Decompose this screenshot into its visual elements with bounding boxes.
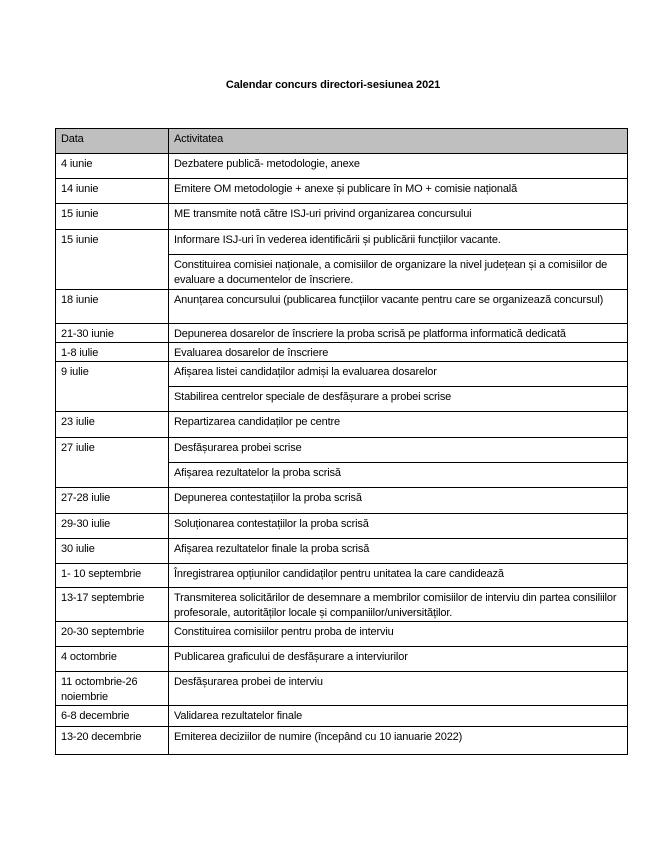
date-cell: 15 iunie <box>56 204 169 230</box>
activity-cell: Desfășurarea probei scrise <box>169 438 628 463</box>
activity-cell: Depunerea dosarelor de înscriere la proba scrisă pe platforma informatică dedicată <box>169 324 628 343</box>
table-row <box>56 438 628 463</box>
table-row <box>56 204 628 230</box>
activity-cell: Constituirea comisiei naționale, a comisiilor de organizare la nivel județean și a comisiilor de evaluare a documentelor de înscriere. <box>169 255 628 290</box>
date-cell: 23 iulie <box>56 412 169 438</box>
table-body <box>56 154 628 755</box>
date-cell: 9 iulie <box>56 362 169 412</box>
table-row <box>56 324 628 343</box>
document-title: Calendar concurs directori-sesiunea 2021 <box>225 79 441 91</box>
table-row <box>56 412 628 438</box>
date-cell: 6-8 decembrie <box>56 706 169 727</box>
date-cell: 21-30 iunie <box>56 324 169 343</box>
activity-cell: Constituirea comisiilor pentru proba de interviu <box>169 622 628 647</box>
date-cell: 4 octombrie <box>56 647 169 672</box>
table-row <box>56 514 628 539</box>
date-cell: 13-17 septembrie <box>56 588 169 622</box>
table-row <box>56 488 628 514</box>
activity-cell: Validarea rezultatelor finale <box>169 706 628 727</box>
activity-cell: Transmiterea solicitărilor de desemnare a membrilor comisiilor de interviu din partea consiliilor profesorale, autorităților locale și companiilor/universităților. <box>169 588 628 622</box>
date-cell: 15 iunie <box>56 230 169 290</box>
activity-cell: Înregistrarea opțiunilor candidaților pentru unitatea la care candidează <box>169 564 628 588</box>
date-cell: 20-30 septembrie <box>56 622 169 647</box>
date-cell: 1-8 iulie <box>56 343 169 362</box>
activity-cell: ME transmite notă către ISJ-uri privind organizarea concursului <box>169 204 628 230</box>
table-row <box>56 672 628 706</box>
activity-cell: Afișarea rezultatelor la proba scrisă <box>169 463 628 488</box>
activity-cell: Afișarea listei candidaților admiși la evaluarea dosarelor <box>169 362 628 387</box>
table-row <box>56 588 628 622</box>
activity-cell: Informare ISJ-uri în vederea identificării și publicării funcțiilor vacante. <box>169 230 628 255</box>
date-cell: 18 iunie <box>56 290 169 324</box>
date-cell: 27-28 iulie <box>56 488 169 514</box>
table-row <box>56 706 628 727</box>
activity-cell: Desfășurarea probei de interviu <box>169 672 628 706</box>
activity-cell: Emitere OM metodologie + anexe și publicare în MO + comisie națională <box>169 179 628 204</box>
date-cell: 29-30 iulie <box>56 514 169 539</box>
activity-cell: Repartizarea candidaților pe centre <box>169 412 628 438</box>
table-row <box>56 230 628 255</box>
activity-cell: Depunerea contestațiilor la proba scrisă <box>169 488 628 514</box>
calendar-table <box>55 128 628 755</box>
table-row <box>56 727 628 755</box>
header-date: Data <box>56 129 169 154</box>
date-cell: 11 octombrie-26 noiembrie <box>56 672 169 706</box>
activity-cell: Evaluarea dosarelor de înscriere <box>169 343 628 362</box>
activity-cell: Publicarea graficului de desfășurare a interviurilor <box>169 647 628 672</box>
activity-cell: Dezbatere publică- metodologie, anexe <box>169 154 628 179</box>
table-row <box>56 647 628 672</box>
date-cell: 4 iunie <box>56 154 169 179</box>
date-cell: 13-20 decembrie <box>56 727 169 755</box>
date-cell: 30 iulie <box>56 539 169 564</box>
table-row <box>56 290 628 324</box>
date-cell: 27 iulie <box>56 438 169 488</box>
header-activity: Activitatea <box>169 129 628 154</box>
table-row <box>56 154 628 179</box>
table-row <box>56 539 628 564</box>
table-row <box>56 622 628 647</box>
table-header-row <box>56 129 628 154</box>
activity-cell: Afișarea rezultatelor finale la proba scrisă <box>169 539 628 564</box>
table-row <box>56 343 628 362</box>
activity-cell: Emiterea deciziilor de numire (începând cu 10 ianuarie 2022) <box>169 727 628 755</box>
date-cell: 1- 10 septembrie <box>56 564 169 588</box>
date-cell: 14 iunie <box>56 179 169 204</box>
table-row <box>56 362 628 387</box>
activity-cell: Stabilirea centrelor speciale de desfășurare a probei scrise <box>169 387 628 412</box>
activity-cell: Soluționarea contestațiilor la proba scrisă <box>169 514 628 539</box>
table-row <box>56 179 628 204</box>
table-row <box>56 564 628 588</box>
activity-cell: Anunțarea concursului (publicarea funcțiilor vacante pentru care se organizează concursul) <box>169 290 628 324</box>
